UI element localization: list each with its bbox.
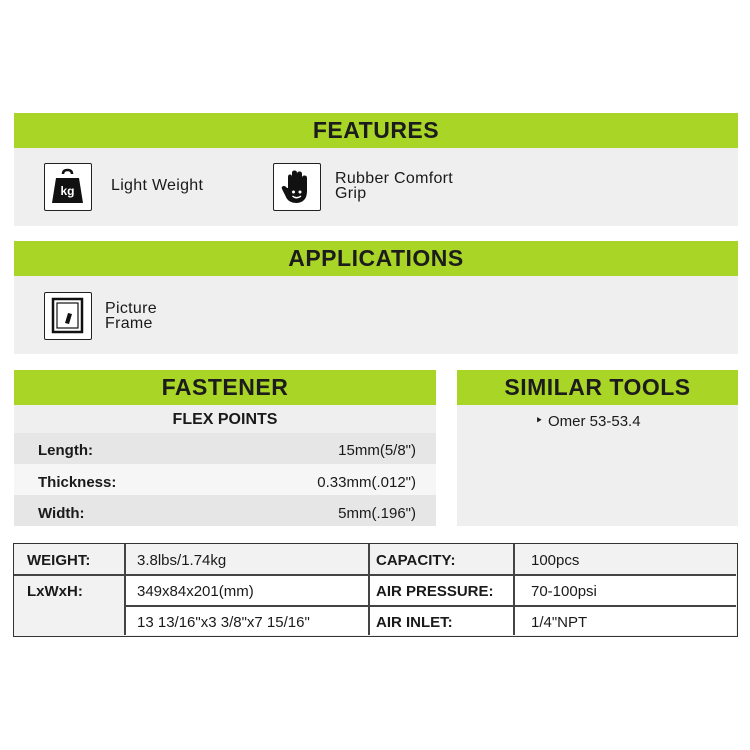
picture-frame-graphic xyxy=(45,293,90,338)
fastener-length-label: Length: xyxy=(38,442,93,459)
spec-divider xyxy=(14,574,736,576)
capacity-label: CAPACITY: xyxy=(376,552,456,569)
fastener-width-value: 5mm(.196") xyxy=(338,505,416,522)
spec-divider xyxy=(124,544,126,635)
air-inlet-label: AIR INLET: xyxy=(376,614,453,631)
features-header: FEATURES xyxy=(14,113,738,148)
feature-light-weight-label: Light Weight xyxy=(111,177,204,194)
fastener-length-value: 15mm(5/8") xyxy=(338,442,416,459)
weight-kg-text: kg xyxy=(60,184,75,198)
application-picture-frame-line1: Picture xyxy=(105,300,157,317)
fastener-thickness-value: 0.33mm(.012") xyxy=(317,474,416,491)
applications-header: APPLICATIONS xyxy=(14,241,738,276)
dimensions-imperial-value: 13 13/16"x3 3/8"x7 15/16" xyxy=(137,614,310,631)
glove-hand-graphic xyxy=(274,164,319,209)
feature-rubber-grip-label-line1: Rubber Comfort xyxy=(335,170,454,187)
weight-value: 3.8lbs/1.74kg xyxy=(137,552,227,569)
feature-rubber-grip-label-line2: Grip xyxy=(335,185,367,202)
spec-divider xyxy=(368,544,370,635)
weight-label: WEIGHT: xyxy=(27,552,91,569)
fastener-thickness-label: Thickness: xyxy=(38,474,117,491)
air-inlet-value: 1/4"NPT xyxy=(531,614,588,631)
dimensions-metric-value: 349x84x201(mm) xyxy=(137,583,254,600)
fastener-header: FASTENER xyxy=(14,370,436,405)
similar-tools-header: SIMILAR TOOLS xyxy=(457,370,738,405)
similar-tool-item[interactable]: Omer 53-53.4 xyxy=(548,413,641,430)
spec-divider xyxy=(513,544,515,635)
glove-hand-icon xyxy=(273,163,321,211)
air-pressure-value: 70-100psi xyxy=(531,583,597,600)
air-pressure-label: AIR PRESSURE: xyxy=(376,583,494,600)
fastener-subtitle: FLEX POINTS xyxy=(172,411,278,428)
spec-table xyxy=(13,543,738,637)
picture-frame-icon xyxy=(44,292,92,340)
capacity-value: 100pcs xyxy=(531,552,580,569)
fastener-table xyxy=(14,433,436,526)
weight-kg-icon xyxy=(44,163,92,211)
application-picture-frame-line2: Frame xyxy=(105,315,153,332)
dimensions-label: LxWxH: xyxy=(27,583,83,600)
similar-tools-bullet-icon: ‣ xyxy=(535,412,544,428)
fastener-width-label: Width: xyxy=(38,505,85,522)
spec-divider xyxy=(124,605,736,607)
